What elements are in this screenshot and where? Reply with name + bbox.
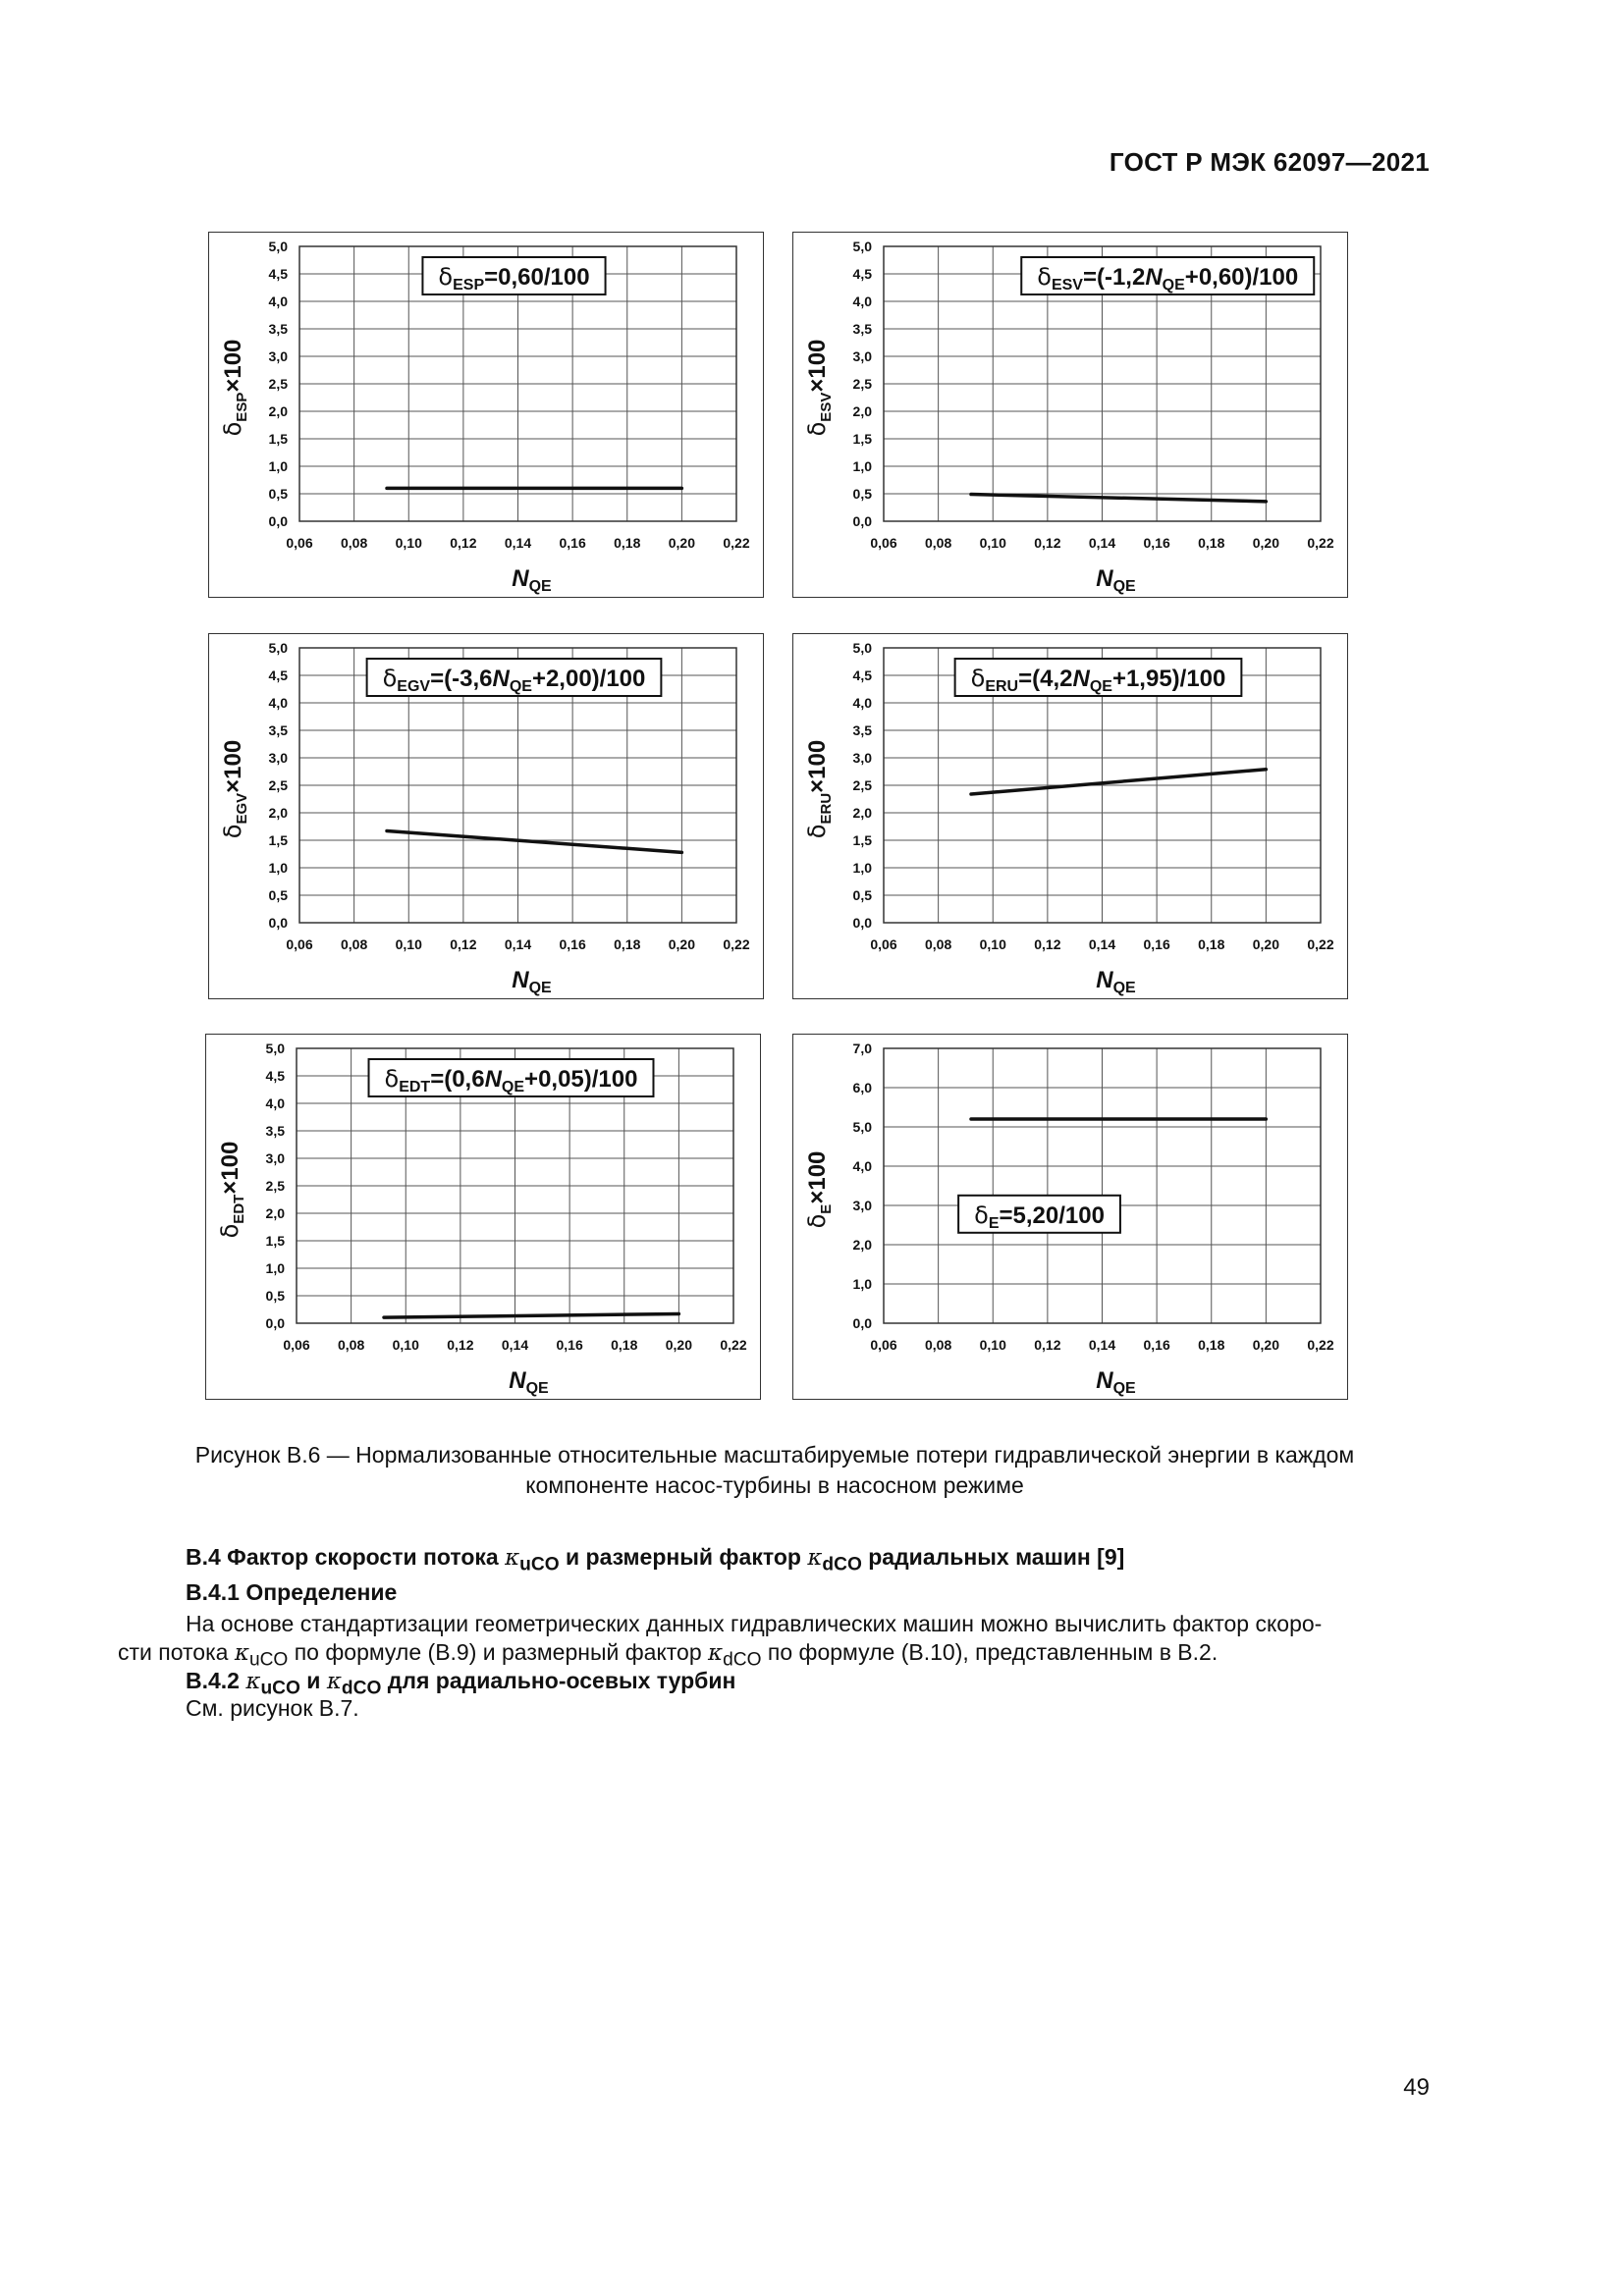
formula-sub: EDT: [399, 1079, 431, 1095]
y-axis-label-main: δ: [803, 824, 831, 839]
x-tick-label: 0,06: [870, 535, 897, 551]
y-tick-label: 4,5: [268, 667, 288, 683]
y-axis-label-sub: E: [818, 1203, 835, 1214]
chart-esp: [209, 233, 765, 599]
y-axis-label-main: δ: [216, 1223, 244, 1239]
x-tick-label: 0,16: [1143, 936, 1170, 952]
y-axis-label-main: δ: [803, 1213, 831, 1229]
y-tick-label: 0,5: [265, 1288, 285, 1304]
chart-esv: [793, 233, 1349, 599]
y-tick-label: 2,0: [268, 403, 288, 419]
y-tick-label: 1,5: [268, 431, 288, 447]
x-tick-label: 0,18: [611, 1337, 638, 1353]
caption-line-2: компоненте насос-турбины в насосном режиме: [525, 1472, 1024, 1498]
x-tick-label: 0,16: [1143, 1337, 1170, 1353]
y-tick-label: 2,5: [268, 777, 288, 793]
y-tick-label: 4,0: [852, 695, 872, 711]
x-axis-label-main: N: [512, 967, 529, 993]
formula-sub: ESV: [1051, 277, 1083, 294]
y-tick-label: 1,0: [852, 860, 872, 876]
page-number: 49: [1403, 2074, 1430, 2101]
x-tick-label: 0,22: [1307, 1337, 1334, 1353]
formula-sub: EGV: [397, 678, 431, 695]
formula-delta: δ: [438, 263, 454, 291]
x-tick-label: 0,14: [504, 535, 532, 551]
x-tick-label: 0,12: [450, 936, 477, 952]
y-tick-label: 3,5: [268, 321, 288, 337]
y-tick-label: 3,0: [268, 750, 288, 766]
b4-suffix: радиальных машин [9]: [861, 1544, 1125, 1570]
chart-panel-esv: [792, 232, 1348, 598]
y-tick-label: 0,0: [268, 513, 288, 529]
y-tick-label: 4,0: [265, 1095, 285, 1111]
y-tick-label: 3,5: [852, 321, 872, 337]
chart-eru: [793, 634, 1349, 1000]
y-tick-label: 0,0: [852, 1315, 872, 1331]
formula-n-sub: QE: [509, 678, 532, 695]
x-axis-label-main: N: [509, 1367, 526, 1394]
y-axis-label: [219, 740, 250, 838]
section-b41-heading: В.4.1 Определение: [186, 1579, 398, 1605]
y-tick-label: 1,5: [852, 832, 872, 848]
document-header: ГОСТ Р МЭК 62097—2021: [1109, 147, 1430, 177]
y-axis-label-tail: ×100: [804, 1150, 831, 1204]
formula-post: =(4,2: [1018, 666, 1073, 692]
y-tick-label: 2,0: [852, 805, 872, 821]
x-tick-label: 0,14: [504, 936, 532, 952]
y-axis-label-tail: ×100: [220, 339, 246, 393]
x-tick-label: 0,12: [1034, 1337, 1061, 1353]
y-axis-label: [803, 340, 835, 437]
y-tick-label: 0,5: [268, 887, 288, 903]
x-tick-label: 0,10: [979, 936, 1006, 952]
y-tick-label: 0,5: [852, 486, 872, 502]
y-tick-label: 0,0: [852, 915, 872, 931]
chart-panel-eru: [792, 633, 1348, 999]
formula-n: N: [492, 666, 510, 692]
y-tick-label: 1,5: [268, 832, 288, 848]
x-tick-label: 0,18: [614, 936, 641, 952]
x-tick-label: 0,22: [720, 1337, 747, 1353]
y-axis-label-tail: ×100: [220, 739, 246, 793]
caption-line-1: Рисунок В.6 — Нормализованные относительные масштабируемые потери гидравлической энергии в каждом: [194, 1442, 1355, 1468]
formula-post2: +0,05)/100: [524, 1066, 638, 1093]
formula-post2: +0,60)/100: [1184, 264, 1299, 291]
formula-post: =(-3,6: [430, 666, 493, 692]
x-tick-label: 0,18: [1198, 936, 1225, 952]
chart-egv: [209, 634, 765, 1000]
y-axis-label-tail: ×100: [217, 1141, 244, 1195]
x-tick-label: 0,16: [559, 535, 586, 551]
kappa-subscript: uCO: [519, 1554, 560, 1575]
kappa-subscript: dCO: [723, 1649, 762, 1671]
y-tick-label: 3,5: [852, 722, 872, 738]
y-tick-label: 4,0: [852, 1158, 872, 1174]
kappa-subscript: dCO: [341, 1678, 382, 1699]
x-tick-label: 0,10: [395, 535, 422, 551]
b4-prefix: В.4 Фактор скорости потока: [186, 1544, 506, 1570]
y-tick-label: 5,0: [852, 239, 872, 254]
x-tick-label: 0,20: [668, 936, 695, 952]
y-axis-label: [803, 740, 835, 838]
x-tick-label: 0,12: [450, 535, 477, 551]
y-tick-label: 2,0: [268, 805, 288, 821]
x-tick-label: 0,06: [283, 1337, 310, 1353]
y-axis-label-main: δ: [803, 421, 831, 437]
x-tick-label: 0,12: [1034, 936, 1061, 952]
x-axis-label-sub: QE: [1112, 980, 1136, 996]
y-tick-label: 3,5: [268, 722, 288, 738]
chart-panel-egv: [208, 633, 764, 999]
kappa-symbol: κ: [708, 1640, 724, 1666]
x-tick-label: 0,06: [286, 535, 313, 551]
x-tick-label: 0,08: [341, 535, 368, 551]
y-axis-label: [219, 340, 250, 437]
kappa-subscript: dCO: [822, 1554, 862, 1575]
y-tick-label: 3,5: [265, 1123, 285, 1139]
y-tick-label: 0,5: [852, 887, 872, 903]
y-axis-label-main: δ: [219, 421, 246, 437]
x-tick-label: 0,22: [723, 535, 750, 551]
y-tick-label: 4,5: [852, 667, 872, 683]
x-tick-label: 0,14: [1088, 535, 1116, 551]
kappa-symbol: κ: [807, 1545, 823, 1571]
x-axis-label-main: N: [1096, 1367, 1113, 1394]
x-axis-label-main: N: [1096, 967, 1113, 993]
formula-n: N: [484, 1066, 502, 1093]
y-axis-label-sub: ESV: [818, 392, 835, 422]
x-tick-label: 0,20: [668, 535, 695, 551]
x-tick-label: 0,08: [925, 535, 952, 551]
x-tick-label: 0,18: [1198, 1337, 1225, 1353]
y-tick-label: 1,0: [268, 458, 288, 474]
y-tick-label: 2,0: [852, 1237, 872, 1253]
y-tick-label: 3,0: [852, 1198, 872, 1213]
b42-middle: и: [299, 1668, 327, 1693]
x-tick-label: 0,16: [1143, 535, 1170, 551]
y-tick-label: 4,5: [268, 266, 288, 282]
y-tick-label: 0,0: [268, 915, 288, 931]
formula-n-sub: QE: [1089, 678, 1112, 695]
y-axis-label: [216, 1142, 247, 1239]
series-line: [387, 830, 681, 852]
series-line: [971, 770, 1266, 794]
x-tick-label: 0,08: [925, 1337, 952, 1353]
y-tick-label: 2,0: [265, 1205, 285, 1221]
y-tick-label: 2,5: [852, 376, 872, 392]
y-axis-label: [803, 1151, 835, 1229]
kappa-subscript: uCO: [248, 1649, 289, 1671]
definition-paragraph: [118, 1610, 1432, 1675]
formula-sub: E: [988, 1214, 1000, 1232]
y-tick-label: 4,0: [268, 695, 288, 711]
b4-middle: и размерный фактор: [559, 1544, 808, 1570]
y-tick-label: 5,0: [852, 1119, 872, 1135]
b42-suffix: для радиально-осевых турбин: [381, 1668, 736, 1693]
x-tick-label: 0,10: [392, 1337, 419, 1353]
x-tick-label: 0,06: [286, 936, 313, 952]
x-tick-label: 0,08: [338, 1337, 365, 1353]
formula-post: =0,60/100: [484, 264, 590, 291]
formula-n: N: [1145, 264, 1163, 291]
y-axis-label-tail: ×100: [804, 739, 831, 793]
x-tick-label: 0,10: [395, 936, 422, 952]
see-figure-text: См. рисунок В.7.: [186, 1695, 359, 1721]
figure-caption: [118, 1440, 1432, 1501]
y-axis-label-sub: EGV: [234, 792, 250, 825]
y-tick-label: 5,0: [268, 239, 288, 254]
x-tick-label: 0,08: [925, 936, 952, 952]
y-tick-label: 2,5: [268, 376, 288, 392]
x-tick-label: 0,08: [341, 936, 368, 952]
formula-n-sub: QE: [501, 1079, 525, 1095]
kappa-symbol: κ: [245, 1669, 261, 1694]
formula-n: N: [1072, 666, 1090, 692]
section-b4-heading: [186, 1543, 1499, 1579]
x-tick-label: 0,22: [1307, 535, 1334, 551]
para-part-2: сти потока: [118, 1639, 235, 1665]
chart-e: [793, 1035, 1349, 1401]
x-tick-label: 0,16: [556, 1337, 583, 1353]
kappa-symbol: κ: [326, 1669, 342, 1694]
formula-n-sub: QE: [1162, 277, 1185, 294]
formula-delta: δ: [384, 1065, 400, 1093]
x-axis-label-sub: QE: [528, 578, 552, 595]
x-tick-label: 0,20: [1252, 936, 1279, 952]
x-tick-label: 0,14: [501, 1337, 529, 1353]
formula-post2: +1,95)/100: [1111, 666, 1226, 692]
chart-panel-esp: [208, 232, 764, 598]
formula-post: =(0,6: [430, 1066, 485, 1093]
y-tick-label: 5,0: [265, 1041, 285, 1056]
x-tick-label: 0,10: [979, 535, 1006, 551]
x-axis-label-sub: QE: [525, 1380, 549, 1397]
y-axis-label-sub: ESP: [234, 392, 250, 422]
x-tick-label: 0,06: [870, 1337, 897, 1353]
y-tick-label: 0,0: [852, 513, 872, 529]
x-axis-label: [512, 967, 552, 996]
y-tick-label: 2,0: [852, 403, 872, 419]
para-part-4: по формуле (В.10), представленным в В.2.: [761, 1639, 1218, 1665]
x-tick-label: 0,14: [1088, 1337, 1116, 1353]
y-tick-label: 4,5: [852, 266, 872, 282]
y-axis-label-sub: EDT: [231, 1194, 247, 1224]
kappa-subscript: uCO: [260, 1678, 300, 1699]
chart-panel-e: [792, 1034, 1348, 1400]
y-tick-label: 2,5: [265, 1178, 285, 1194]
x-tick-label: 0,20: [665, 1337, 692, 1353]
y-tick-label: 0,0: [265, 1315, 285, 1331]
x-axis-label-sub: QE: [1112, 578, 1136, 595]
x-tick-label: 0,14: [1088, 936, 1116, 952]
para-part-1: На основе стандартизации геометрических данных гидравлических машин можно вычислить фактор скоро-: [186, 1611, 1323, 1636]
y-tick-label: 4,5: [265, 1068, 285, 1084]
x-tick-label: 0,20: [1252, 1337, 1279, 1353]
x-axis-label: [1096, 1367, 1136, 1397]
y-tick-label: 1,0: [852, 1276, 872, 1292]
y-tick-label: 5,0: [852, 640, 872, 656]
y-axis-label-main: δ: [219, 824, 246, 839]
formula-post: =(-1,2: [1082, 264, 1146, 291]
x-tick-label: 0,16: [559, 936, 586, 952]
y-tick-label: 6,0: [852, 1080, 872, 1095]
y-axis-label-sub: ERU: [818, 792, 835, 825]
y-tick-label: 5,0: [268, 640, 288, 656]
y-tick-label: 3,0: [268, 348, 288, 364]
x-tick-label: 0,18: [614, 535, 641, 551]
formula-sub: ESP: [453, 277, 485, 294]
x-tick-label: 0,10: [979, 1337, 1006, 1353]
x-tick-label: 0,12: [447, 1337, 474, 1353]
chart-edt: [206, 1035, 762, 1401]
formula-sub: ERU: [985, 678, 1019, 695]
y-tick-label: 7,0: [852, 1041, 872, 1056]
chart-panel-edt: [205, 1034, 761, 1400]
y-tick-label: 3,0: [265, 1150, 285, 1166]
y-tick-label: 2,5: [852, 777, 872, 793]
series-line: [971, 495, 1266, 502]
x-axis-label-sub: QE: [528, 980, 552, 996]
formula-delta: δ: [974, 1201, 989, 1229]
formula-delta: δ: [382, 665, 398, 692]
x-tick-label: 0,22: [1307, 936, 1334, 952]
x-tick-label: 0,18: [1198, 535, 1225, 551]
formula-post: =5,20/100: [999, 1201, 1105, 1229]
b42-prefix: В.4.2: [186, 1668, 246, 1693]
kappa-symbol: κ: [234, 1640, 249, 1666]
y-tick-label: 1,0: [268, 860, 288, 876]
series-line: [384, 1313, 678, 1317]
y-tick-label: 1,0: [265, 1260, 285, 1276]
y-tick-label: 0,5: [268, 486, 288, 502]
x-tick-label: 0,20: [1252, 535, 1279, 551]
x-axis-label-sub: QE: [1112, 1380, 1136, 1397]
x-axis-label-main: N: [1096, 565, 1113, 592]
y-tick-label: 4,0: [268, 294, 288, 309]
y-tick-label: 3,0: [852, 750, 872, 766]
x-axis-label: [509, 1367, 549, 1397]
x-axis-label: [1096, 565, 1136, 595]
x-axis-label-main: N: [512, 565, 529, 592]
x-axis-label: [1096, 967, 1136, 996]
x-tick-label: 0,22: [723, 936, 750, 952]
y-tick-label: 3,0: [852, 348, 872, 364]
y-tick-label: 1,5: [852, 431, 872, 447]
formula-delta: δ: [1037, 263, 1052, 291]
formula-delta: δ: [970, 665, 986, 692]
x-tick-label: 0,12: [1034, 535, 1061, 551]
y-tick-label: 1,5: [265, 1233, 285, 1249]
x-axis-label: [512, 565, 552, 595]
y-tick-label: 4,0: [852, 294, 872, 309]
y-axis-label-tail: ×100: [804, 339, 831, 393]
formula-post2: +2,00)/100: [531, 666, 646, 692]
x-tick-label: 0,06: [870, 936, 897, 952]
para-part-3: по формуле (В.9) и размерный фактор: [288, 1639, 709, 1665]
y-tick-label: 1,0: [852, 458, 872, 474]
kappa-symbol: κ: [505, 1545, 520, 1571]
